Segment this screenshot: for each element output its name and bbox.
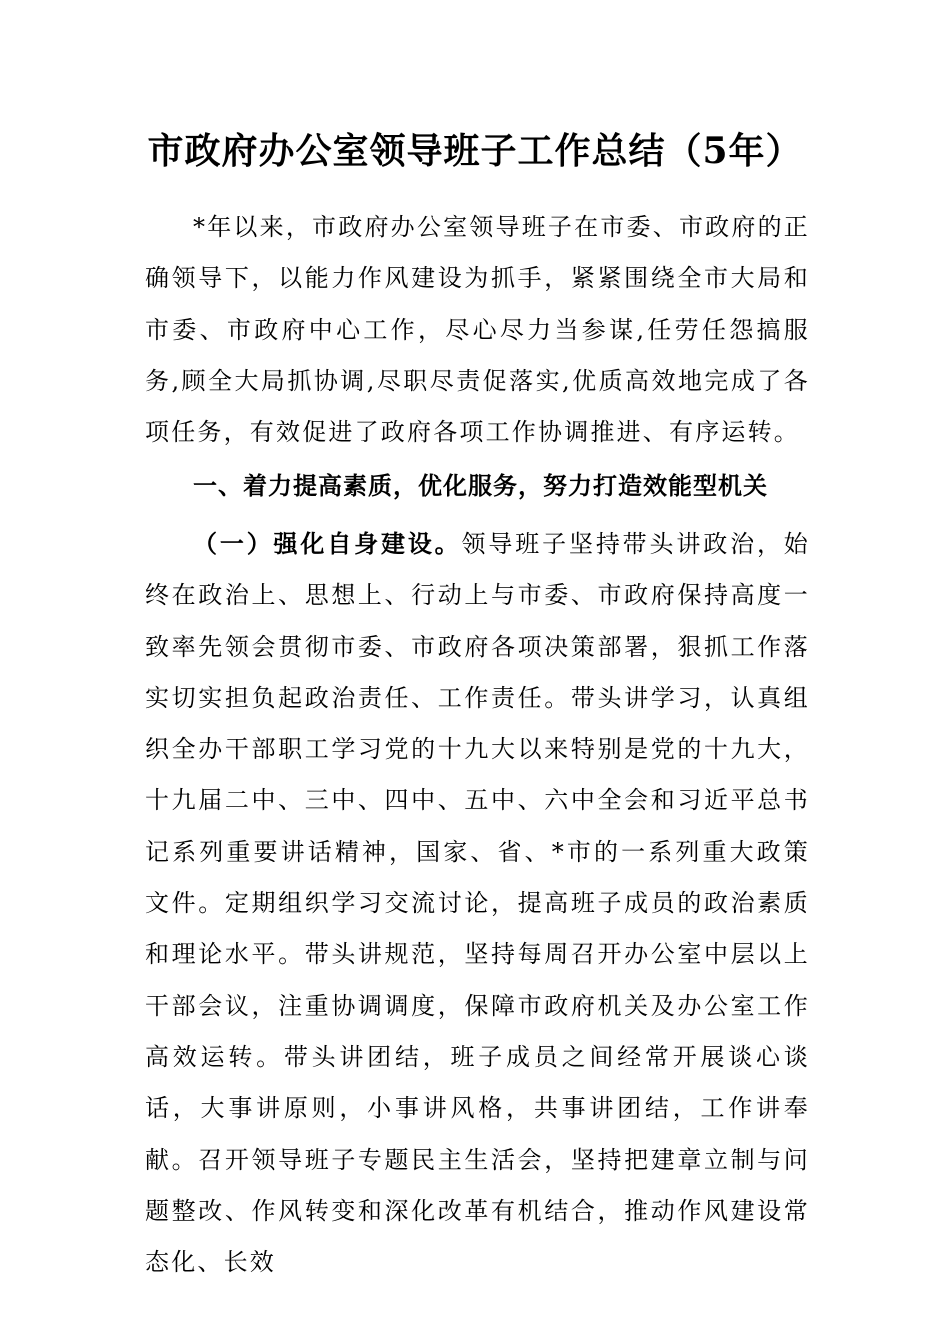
intro-paragraph: *年以来，市政府办公室领导班子在市委、市政府的正确领导下，以能力作风建设为抓手，紧紧围绕全市大局和市委、市政府中心工作，尽心尽力当参谋,任劳任怨搞服务,顾全大局抓协调,尽职尽责促落实,优质高效地完成了各项任务，有效促进了政府各项工作协调推进、有序运转。 xyxy=(145,213,810,447)
subsection-lead: （一）强化自身建设。 xyxy=(193,529,462,558)
subsection-paragraph xyxy=(145,518,810,1288)
section-heading: 一、着力提高素质，优化服务，努力打造效能型机关 xyxy=(193,471,768,500)
subsection-text: 领导班子坚持带头讲政治，始终在政治上、思想上、行动上与市委、市政府保持高度一致率先领会贯彻市委、市政府各项决策部署，狠抓工作落实切实担负起政治责任、工作责任。带头讲学习，认真组织全办干部职工学习党的十九大以来特别是党的十九大，十九届二中、三中、四中、五中、六中全会和习近平总书记系列重要讲话精神，国家、省、*市的一系列重大政策文件。定期组织学习交流讨论，提高班子成员的政治素质和理论水平。带头讲规范，坚持每周召开办公室中层以上干部会议，注重协调调度，保障市政府机关及办公室工作高效运转。带头讲团结，班子成员之间经常开展谈心谈话，大事讲原则，小事讲风格，共事讲团结，工作讲奉献。召开领导班子专题民主生活会，坚持把建章立制与问题整改、作风转变和深化改革有机结合，推动作风建设常态化、长效 xyxy=(145,530,810,1277)
document-title: 市政府办公室领导班子工作总结（5年） xyxy=(147,130,803,172)
